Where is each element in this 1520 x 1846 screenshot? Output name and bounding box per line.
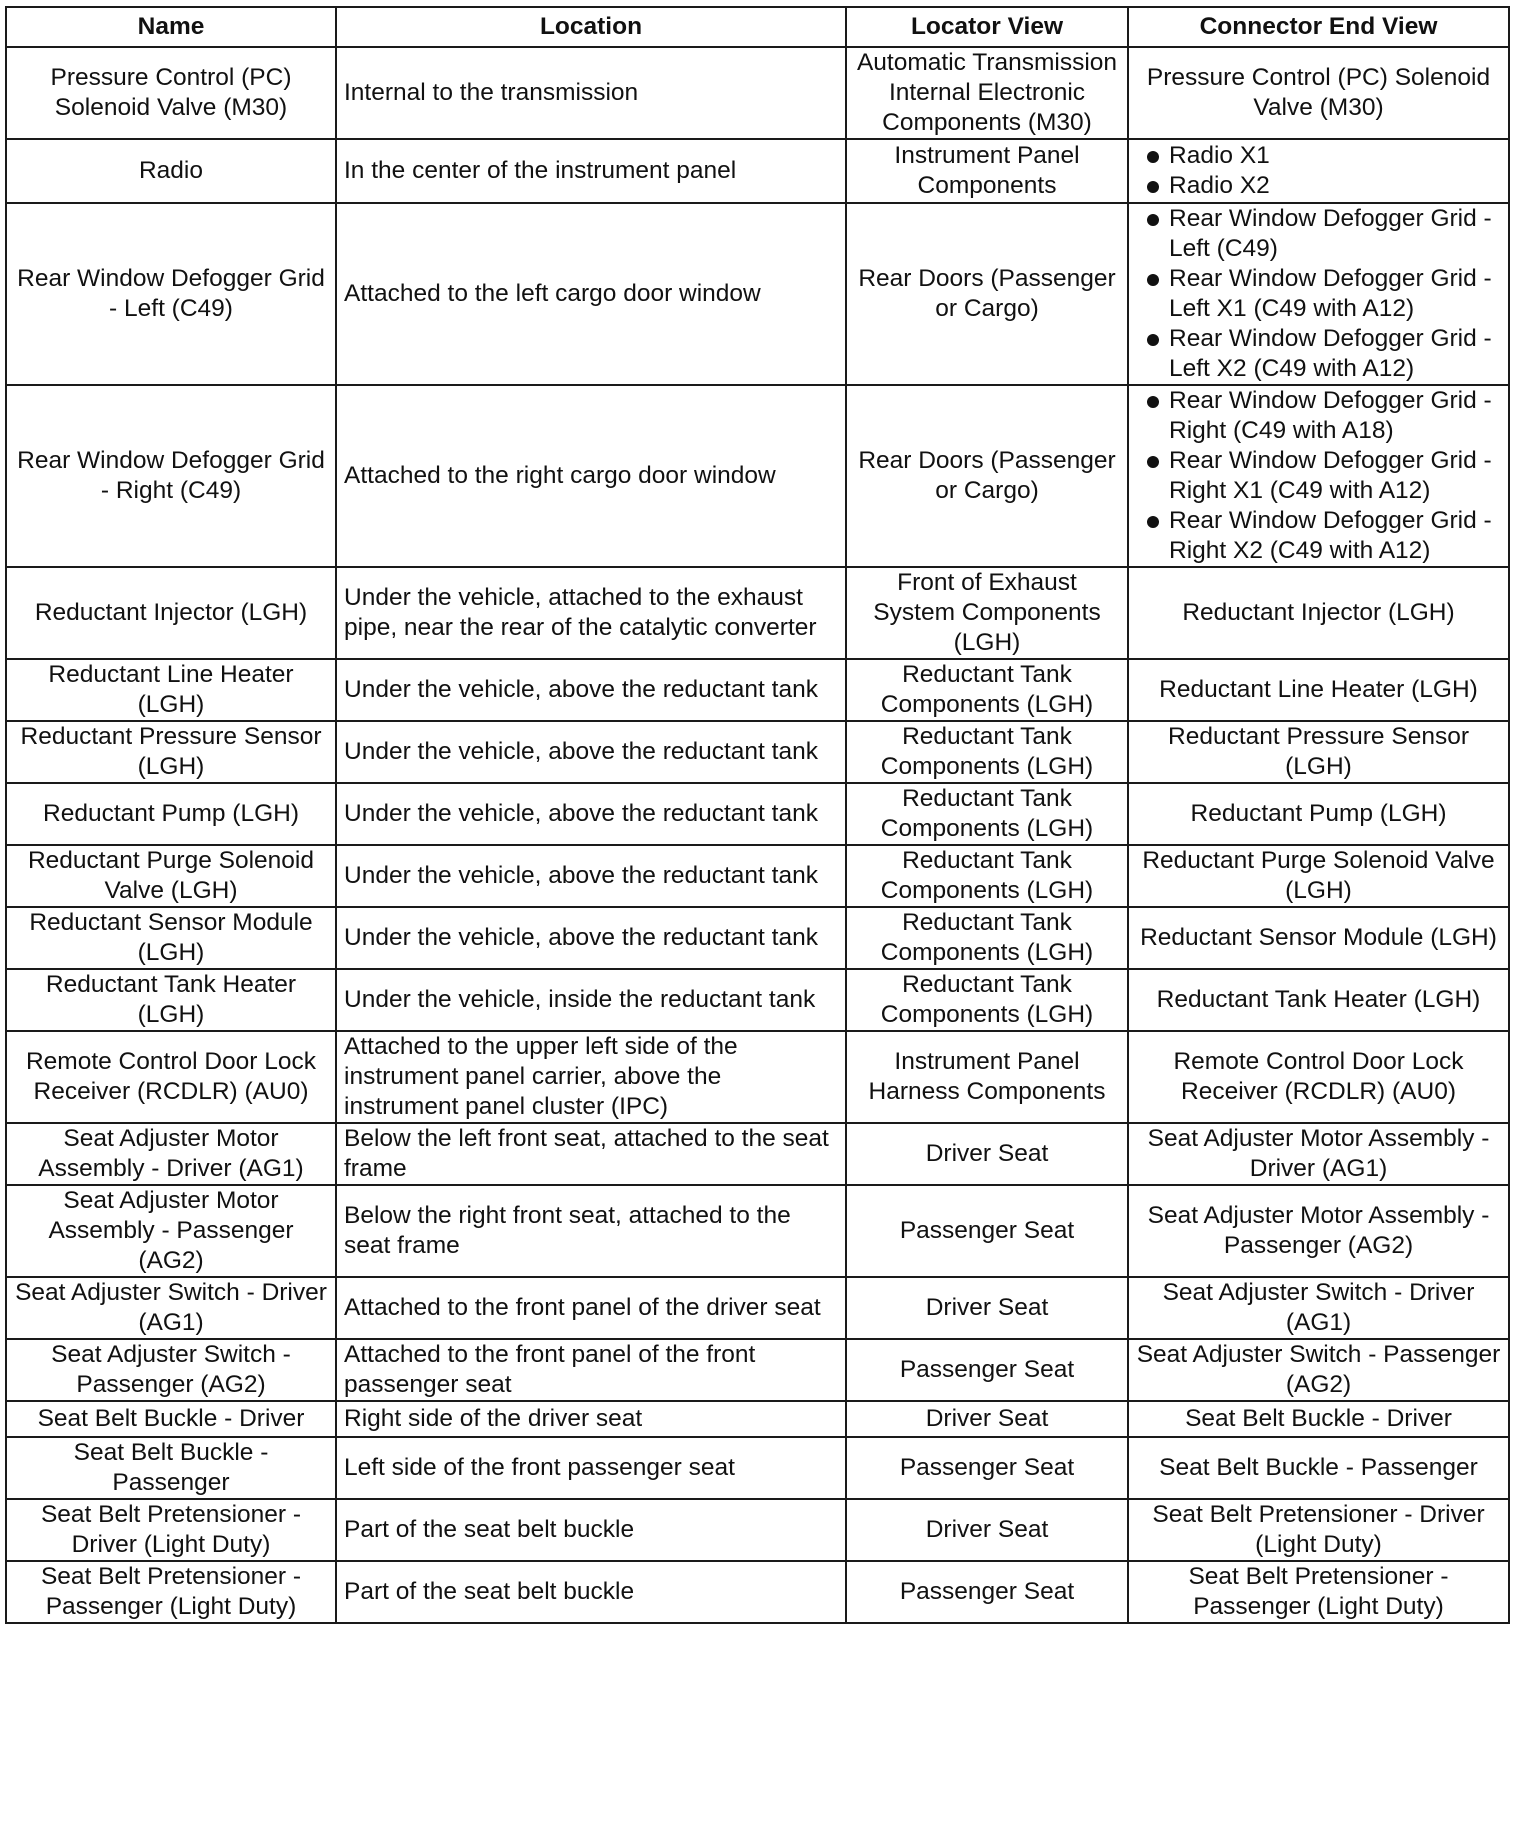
component-name-cell: Pressure Control (PC) Solenoid Valve (M30) xyxy=(6,47,336,139)
locator-view-link[interactable]: Rear Doors (Passenger or Cargo) xyxy=(846,203,1128,385)
connector-end-view-link[interactable]: Seat Adjuster Motor Assembly - Driver (AG1) xyxy=(1147,1125,1490,1182)
connector-end-view-cell xyxy=(1128,783,1509,845)
location-cell: In the center of the instrument panel xyxy=(336,139,846,203)
connector-end-view-cell xyxy=(1128,721,1509,783)
column-header-locator-view: Locator View xyxy=(846,7,1128,47)
connector-end-view-link[interactable]: Seat Belt Pretensioner - Driver (Light Duty) xyxy=(1152,1501,1485,1558)
locator-view-link[interactable]: Reductant Tank Components (LGH) xyxy=(846,783,1128,845)
component-locator-table xyxy=(5,6,1510,1624)
table-row xyxy=(6,659,1509,721)
component-name-cell: Seat Adjuster Motor Assembly - Driver (AG1) xyxy=(6,1123,336,1185)
component-name-cell: Reductant Injector (LGH) xyxy=(6,567,336,659)
location-cell: Under the vehicle, above the reductant tank xyxy=(336,907,846,969)
location-cell: Part of the seat belt buckle xyxy=(336,1499,846,1561)
table-row xyxy=(6,969,1509,1031)
locator-view-link[interactable]: Passenger Seat xyxy=(846,1185,1128,1277)
connector-end-view-link[interactable]: Reductant Line Heater (LGH) xyxy=(1159,676,1478,703)
location-cell: Below the right front seat, attached to the seat frame xyxy=(336,1185,846,1277)
connector-end-view-cell xyxy=(1128,1437,1509,1499)
connector-end-view-link[interactable]: Seat Belt Pretensioner - Passenger (Light Duty) xyxy=(1188,1563,1449,1620)
table-row xyxy=(6,1277,1509,1339)
column-header-connector-end-view: Connector End View xyxy=(1128,7,1509,47)
location-cell: Internal to the transmission xyxy=(336,47,846,139)
location-cell: Under the vehicle, above the reductant tank xyxy=(336,845,846,907)
locator-view-link[interactable]: Instrument Panel Components xyxy=(846,139,1128,203)
locator-view-link[interactable]: Front of Exhaust System Components (LGH) xyxy=(846,567,1128,659)
table-row xyxy=(6,721,1509,783)
connector-list xyxy=(1136,386,1501,566)
connector-list-item[interactable]: Radio X1 xyxy=(1136,141,1501,171)
location-cell: Left side of the front passenger seat xyxy=(336,1437,846,1499)
component-name-cell: Rear Window Defogger Grid - Right (C49) xyxy=(6,385,336,567)
locator-view-link[interactable]: Driver Seat xyxy=(846,1401,1128,1437)
connector-end-view-link[interactable]: Pressure Control (PC) Solenoid Valve (M30) xyxy=(1146,64,1491,121)
table-row xyxy=(6,47,1509,139)
locator-view-link[interactable]: Reductant Tank Components (LGH) xyxy=(846,659,1128,721)
table-row xyxy=(6,1401,1509,1437)
connector-end-view-cell xyxy=(1128,47,1509,139)
connector-end-view-cell xyxy=(1128,1277,1509,1339)
location-cell: Part of the seat belt buckle xyxy=(336,1561,846,1623)
location-cell: Attached to the front panel of the driver seat xyxy=(336,1277,846,1339)
component-name-cell: Seat Adjuster Motor Assembly - Passenger (AG2) xyxy=(6,1185,336,1277)
connector-end-view-cell xyxy=(1128,907,1509,969)
location-cell: Attached to the front panel of the front passenger seat xyxy=(336,1339,846,1401)
locator-view-link[interactable]: Reductant Tank Components (LGH) xyxy=(846,969,1128,1031)
connector-end-view-link[interactable]: Remote Control Door Lock Receiver (RCDLR) (AU0) xyxy=(1173,1048,1464,1105)
component-locator-table-wrapper xyxy=(5,6,1508,1624)
locator-view-link[interactable]: Rear Doors (Passenger or Cargo) xyxy=(846,385,1128,567)
location-cell: Attached to the left cargo door window xyxy=(336,203,846,385)
component-name-cell: Reductant Sensor Module (LGH) xyxy=(6,907,336,969)
locator-view-link[interactable]: Driver Seat xyxy=(846,1123,1128,1185)
column-header-location: Location xyxy=(336,7,846,47)
connector-end-view-cell xyxy=(1128,1499,1509,1561)
connector-end-view-link[interactable]: Seat Belt Buckle - Driver xyxy=(1185,1405,1452,1432)
connector-end-view-link[interactable]: Seat Adjuster Switch - Driver (AG1) xyxy=(1162,1279,1475,1336)
table-row xyxy=(6,1339,1509,1401)
connector-end-view-link[interactable]: Reductant Injector (LGH) xyxy=(1182,599,1455,626)
connector-end-view-cell xyxy=(1128,1031,1509,1123)
locator-view-link[interactable]: Passenger Seat xyxy=(846,1561,1128,1623)
connector-list-item[interactable]: Rear Window Defogger Grid - Right X2 (C49 with A12) xyxy=(1136,506,1501,566)
table-body xyxy=(6,47,1509,1623)
locator-view-link[interactable]: Driver Seat xyxy=(846,1499,1128,1561)
column-header-name: Name xyxy=(6,7,336,47)
locator-view-link[interactable]: Reductant Tank Components (LGH) xyxy=(846,907,1128,969)
table-row xyxy=(6,139,1509,203)
connector-list xyxy=(1136,204,1501,384)
location-cell: Attached to the right cargo door window xyxy=(336,385,846,567)
connector-end-view-cell xyxy=(1128,1561,1509,1623)
table-row xyxy=(6,203,1509,385)
connector-end-view-link[interactable]: Seat Adjuster Switch - Passenger (AG2) xyxy=(1136,1341,1501,1398)
connector-list-item[interactable]: Rear Window Defogger Grid - Right (C49 with A18) xyxy=(1136,386,1501,446)
table-row xyxy=(6,1031,1509,1123)
locator-view-link[interactable]: Reductant Tank Components (LGH) xyxy=(846,845,1128,907)
connector-end-view-link[interactable]: Reductant Sensor Module (LGH) xyxy=(1140,924,1497,951)
connector-end-view-link[interactable]: Reductant Tank Heater (LGH) xyxy=(1156,986,1481,1013)
connector-list-item[interactable]: Rear Window Defogger Grid - Left X2 (C49 with A12) xyxy=(1136,324,1501,384)
location-cell: Attached to the upper left side of the instrument panel carrier, above the instrument panel cluster (IPC) xyxy=(336,1031,846,1123)
component-name-cell: Seat Belt Buckle - Passenger xyxy=(6,1437,336,1499)
component-name-cell: Reductant Line Heater (LGH) xyxy=(6,659,336,721)
locator-view-link[interactable]: Instrument Panel Harness Components xyxy=(846,1031,1128,1123)
connector-end-view-cell xyxy=(1128,1123,1509,1185)
component-name-cell: Seat Belt Pretensioner - Driver (Light Duty) xyxy=(6,1499,336,1561)
component-name-cell: Seat Belt Buckle - Driver xyxy=(6,1401,336,1437)
table-row xyxy=(6,1437,1509,1499)
connector-end-view-cell xyxy=(1128,1339,1509,1401)
component-name-cell: Radio xyxy=(6,139,336,203)
locator-view-link[interactable]: Passenger Seat xyxy=(846,1437,1128,1499)
connector-end-view-link[interactable]: Reductant Pump (LGH) xyxy=(1190,800,1447,827)
component-name-cell: Seat Adjuster Switch - Driver (AG1) xyxy=(6,1277,336,1339)
component-name-cell: Reductant Pressure Sensor (LGH) xyxy=(6,721,336,783)
locator-view-link[interactable]: Reductant Tank Components (LGH) xyxy=(846,721,1128,783)
connector-end-view-cell xyxy=(1128,969,1509,1031)
table-row xyxy=(6,1123,1509,1185)
table-row xyxy=(6,1499,1509,1561)
location-cell: Under the vehicle, above the reductant tank xyxy=(336,721,846,783)
connector-end-view-cell xyxy=(1128,845,1509,907)
location-cell: Under the vehicle, above the reductant tank xyxy=(336,783,846,845)
connector-end-view-link[interactable]: Seat Adjuster Motor Assembly - Passenger (AG2) xyxy=(1147,1202,1490,1259)
table-row xyxy=(6,783,1509,845)
table-row xyxy=(6,845,1509,907)
connector-end-view-cell xyxy=(1128,385,1509,567)
table-row xyxy=(6,385,1509,567)
component-name-cell: Seat Belt Pretensioner - Passenger (Light Duty) xyxy=(6,1561,336,1623)
component-name-cell: Seat Adjuster Switch - Passenger (AG2) xyxy=(6,1339,336,1401)
location-cell: Under the vehicle, above the reductant tank xyxy=(336,659,846,721)
table-row xyxy=(6,907,1509,969)
table-header xyxy=(6,7,1509,47)
connector-list-item[interactable]: Radio X2 xyxy=(1136,171,1501,201)
location-cell: Right side of the driver seat xyxy=(336,1401,846,1437)
component-name-cell: Reductant Tank Heater (LGH) xyxy=(6,969,336,1031)
connector-end-view-link[interactable]: Reductant Pressure Sensor (LGH) xyxy=(1168,723,1469,780)
connector-list-item[interactable]: Rear Window Defogger Grid - Right X1 (C49 with A12) xyxy=(1136,446,1501,506)
connector-end-view-link[interactable]: Reductant Purge Solenoid Valve (LGH) xyxy=(1142,847,1495,904)
component-name-cell: Reductant Purge Solenoid Valve (LGH) xyxy=(6,845,336,907)
connector-end-view-cell xyxy=(1128,567,1509,659)
connector-list-item[interactable]: Rear Window Defogger Grid - Left X1 (C49 with A12) xyxy=(1136,264,1501,324)
component-name-cell: Remote Control Door Lock Receiver (RCDLR) (AU0) xyxy=(6,1031,336,1123)
connector-end-view-cell xyxy=(1128,1185,1509,1277)
connector-end-view-link[interactable]: Seat Belt Buckle - Passenger xyxy=(1159,1454,1478,1481)
table-row xyxy=(6,1185,1509,1277)
table-row xyxy=(6,567,1509,659)
component-name-cell: Reductant Pump (LGH) xyxy=(6,783,336,845)
locator-view-link[interactable]: Automatic Transmission Internal Electronic Components (M30) xyxy=(846,47,1128,139)
locator-view-link[interactable]: Passenger Seat xyxy=(846,1339,1128,1401)
location-cell: Below the left front seat, attached to the seat frame xyxy=(336,1123,846,1185)
header-row xyxy=(6,7,1509,47)
connector-end-view-cell xyxy=(1128,659,1509,721)
table-row xyxy=(6,1561,1509,1623)
connector-end-view-cell xyxy=(1128,139,1509,203)
location-cell: Under the vehicle, attached to the exhaust pipe, near the rear of the catalytic converter xyxy=(336,567,846,659)
connector-end-view-cell xyxy=(1128,203,1509,385)
component-name-cell: Rear Window Defogger Grid - Left (C49) xyxy=(6,203,336,385)
locator-view-link[interactable]: Driver Seat xyxy=(846,1277,1128,1339)
connector-list xyxy=(1136,141,1501,201)
connector-list-item[interactable]: Rear Window Defogger Grid - Left (C49) xyxy=(1136,204,1501,264)
location-cell: Under the vehicle, inside the reductant tank xyxy=(336,969,846,1031)
connector-end-view-cell xyxy=(1128,1401,1509,1437)
